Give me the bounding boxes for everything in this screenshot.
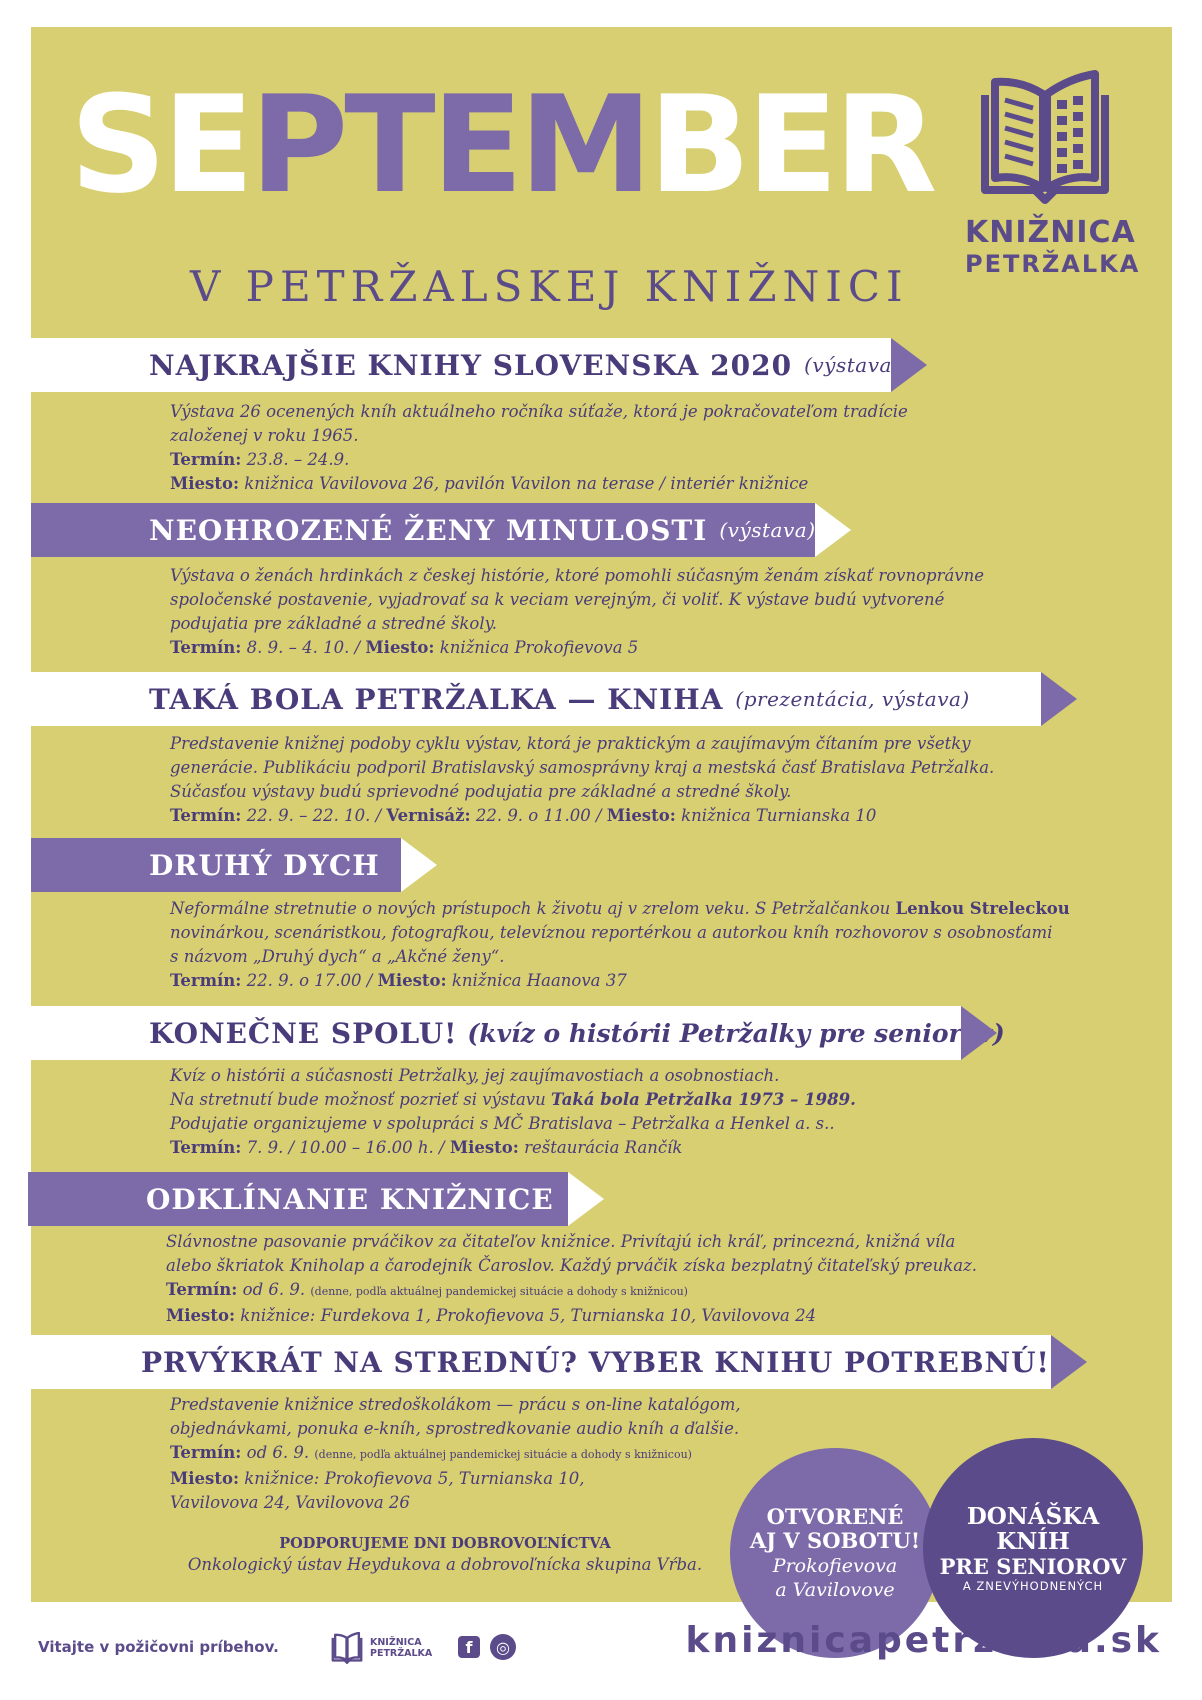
event-date: Termín: 23.8. – 24.9. [170, 450, 350, 469]
event-description [166, 1230, 977, 1328]
badge-line: KNÍH [996, 1527, 1070, 1555]
event-title: TAKÁ BOLA PETRŽALKA — KNIHA [149, 682, 724, 716]
website-link[interactable]: kniznicapetrzalka.sk [685, 1620, 1162, 1661]
event-date: Termín: od 6. 9. (denne, podľa aktuálnej pandemickej situácie a dohody s knižnicou) [166, 1280, 688, 1299]
banner-arrow [1041, 672, 1077, 726]
event-date-place: Termín: 8. 9. – 4. 10. / Miesto: knižnica Prokofievova 5 [170, 638, 639, 657]
event-description [170, 1064, 856, 1160]
event-desc-line: Podujatie organizujeme v spolupráci s MČ Bratislava – Petržalka a Henkel a. s.. [170, 1114, 835, 1133]
event-description [170, 564, 984, 660]
banner-arrow [401, 838, 437, 892]
support-text: Onkologický ústav Heydukova a dobrovoľnícka skupina Vŕba. [187, 1555, 703, 1574]
event-desc-line: spoločenské postavenie, vyjadrovať sa k veciam verejným, či voliť. K výstave budú vytvorené [170, 590, 945, 609]
title-part-ber: BER [648, 67, 934, 223]
logo-name-line1: KNIŽNICA [965, 215, 1136, 250]
event-desc-line: alebo škriatok Kniholap a čarodejník Čaroslov. Každý prváčik získa bezplatný čitateľský preukaz. [166, 1256, 978, 1275]
event-banner-najkrajsie-knihy [31, 338, 901, 392]
event-type: (prezentácia, výstava) [735, 687, 970, 711]
page-title [70, 67, 934, 223]
event-place: Miesto: knižnice: Prokofievova 5, Turnianska 10, [170, 1469, 585, 1488]
banner-arrow [1051, 1335, 1087, 1389]
badge-line: DONÁŠKA [966, 1502, 1100, 1530]
footer-logo [330, 1632, 432, 1664]
event-place-continued: Vavilovova 24, Vavilovova 26 [170, 1493, 410, 1512]
title-part-se: SE [70, 67, 251, 223]
open-book-icon [975, 70, 1115, 205]
event-title: ODKLÍNANIE KNIŽNICE [146, 1182, 554, 1216]
event-desc-line: novinárkou, scenáristkou, fotografkou, televíznou reportérkou a autorkou kníh rozhovorov s osobnosťami [170, 923, 1053, 942]
event-banner-taka-bola-petrzalka [31, 672, 1041, 726]
event-date-place: Termín: 7. 9. / 10.00 – 16.00 h. / Miesto: reštaurácia Rančík [170, 1138, 683, 1157]
badge-line: A ZNEVÝHODNENÝCH [962, 1578, 1104, 1593]
instagram-icon[interactable]: ◎ [490, 1634, 516, 1660]
event-banner-neohrozene-zeny [31, 503, 815, 557]
event-desc-line: generácie. Publikáciu podporil Bratislavský samosprávny kraj a mestská časť Bratislava Petržalka. [170, 758, 995, 777]
event-desc-line: založenej v roku 1965. [170, 426, 359, 445]
banner-arrow [568, 1172, 604, 1226]
footer-tagline: Vitajte v požičovni príbehov. [38, 1638, 279, 1656]
event-desc-line: objednávkami, ponuka e-kníh, sprostredkovanie audio kníh a ďalšie. [170, 1419, 740, 1438]
event-desc-line: s názvom „Druhý dych“ a „Akčné ženy“. [170, 947, 505, 966]
event-description [170, 1393, 741, 1515]
library-logo [965, 70, 1141, 278]
event-title: KONEČNE SPOLU! [149, 1016, 458, 1050]
event-desc-line: Výstava o ženách hrdinkách z českej histórie, ktoré pomohli súčasným ženám získať rovnoprávne [170, 566, 985, 585]
event-description [170, 732, 994, 828]
open-book-icon [330, 1632, 364, 1664]
banner-arrow [891, 338, 927, 392]
event-description [170, 400, 908, 496]
support-heading: PODPORUJEME DNI DOBROVOĽNÍCTVA [279, 1535, 611, 1552]
page-subtitle: V PETRŽALSKEJ KNIŽNICI [190, 262, 909, 311]
event-banner-druhy-dych [31, 838, 401, 892]
event-banner-konecne-spolu [31, 1006, 1005, 1060]
event-banner-prvykrat-na-strednu [31, 1335, 1051, 1389]
event-date: Termín: od 6. 9. (denne, podľa aktuálnej pandemickej situácie a dohody s knižnicou) [170, 1443, 692, 1462]
event-type: (výstava) [719, 518, 816, 542]
volunteer-support [180, 1535, 710, 1574]
event-desc-line: Kvíz o histórii a súčasnosti Petržalky, jej zaujímavostiach a osobnostiach. [170, 1066, 780, 1085]
event-banner-odklinanie-kniznice [28, 1172, 568, 1226]
event-desc-line: podujatia pre základné a stredné školy. [170, 614, 498, 633]
event-desc-line: Súčasťou výstavy budú sprievodné podujatia pre základné a stredné školy. [170, 782, 792, 801]
facebook-icon[interactable]: f [458, 1636, 480, 1658]
logo-name-line2: PETRŽALKA [965, 250, 1141, 278]
event-place: Miesto: knižnica Vavilovova 26, pavilón Vavilon na terase / interiér knižnice [170, 474, 809, 493]
event-date-place: Termín: 22. 9. o 17.00 / Miesto: knižnica Haanova 37 [170, 971, 627, 990]
event-desc-line: Na stretnutí bude možnosť pozrieť si výstavu Taká bola Petržalka 1973 – 1989. [170, 1090, 856, 1109]
event-type: (kvíz o histórii Petržalky pre seniorov) [467, 1018, 1005, 1048]
event-type: (výstava) [804, 353, 901, 377]
title-part-ptem: PTEM [250, 67, 649, 223]
footer-logo-line1: KNIŽNICA [370, 1637, 422, 1648]
badge-line: Prokofievova [772, 1555, 898, 1577]
event-title: PRVÝKRÁT NA STREDNÚ? VYBER KNIHU POTREBNÚ! [141, 1345, 1050, 1379]
event-title: DRUHÝ DYCH [149, 848, 380, 882]
badge-line: PRE SENIOROV [939, 1553, 1127, 1579]
banner-arrow [815, 503, 851, 557]
event-desc-line: Predstavenie knižnej podoby cyklu výstav, ktorá je praktickým a zaujímavým čítaním pre všetky [170, 734, 971, 753]
event-title: NAJKRAJŠIE KNIHY SLOVENSKA 2020 [149, 348, 793, 382]
event-desc-line: Slávnostne pasovanie prváčikov za čitateľov knižnice. Privítajú ich kráľ, princezná, knižná víla [166, 1232, 956, 1251]
event-desc-line: Predstavenie knižnice stredoškolákom — prácu s on-line katalógom, [170, 1395, 741, 1414]
event-desc-line: Výstava 26 ocenených kníh aktuálneho ročníka súťaže, ktorá je pokračovateľom tradície [170, 402, 908, 421]
badge-line: AJ V SOBOTU! [749, 1528, 921, 1553]
footer-logo-line2: PETRŽALKA [370, 1648, 433, 1659]
event-description [170, 897, 1070, 993]
badge-line: a Vavilovove [775, 1579, 895, 1601]
banner-arrow [961, 1006, 997, 1060]
badge-line: OTVORENÉ [766, 1504, 904, 1529]
event-desc-line: Neformálne stretnutie o nových prístupoch k životu aj v zrelom veku. S Petržalčankou Lenkou Streleckou [170, 899, 1070, 918]
event-place: Miesto: knižnice: Furdekova 1, Prokofievova 5, Turnianska 10, Vavilovova 24 [166, 1306, 817, 1325]
event-title: NEOHROZENÉ ŽENY MINULOSTI [149, 513, 708, 547]
event-date-place: Termín: 22. 9. – 22. 10. / Vernisáž: 22. 9. o 11.00 / Miesto: knižnica Turnianska 10 [170, 806, 877, 825]
